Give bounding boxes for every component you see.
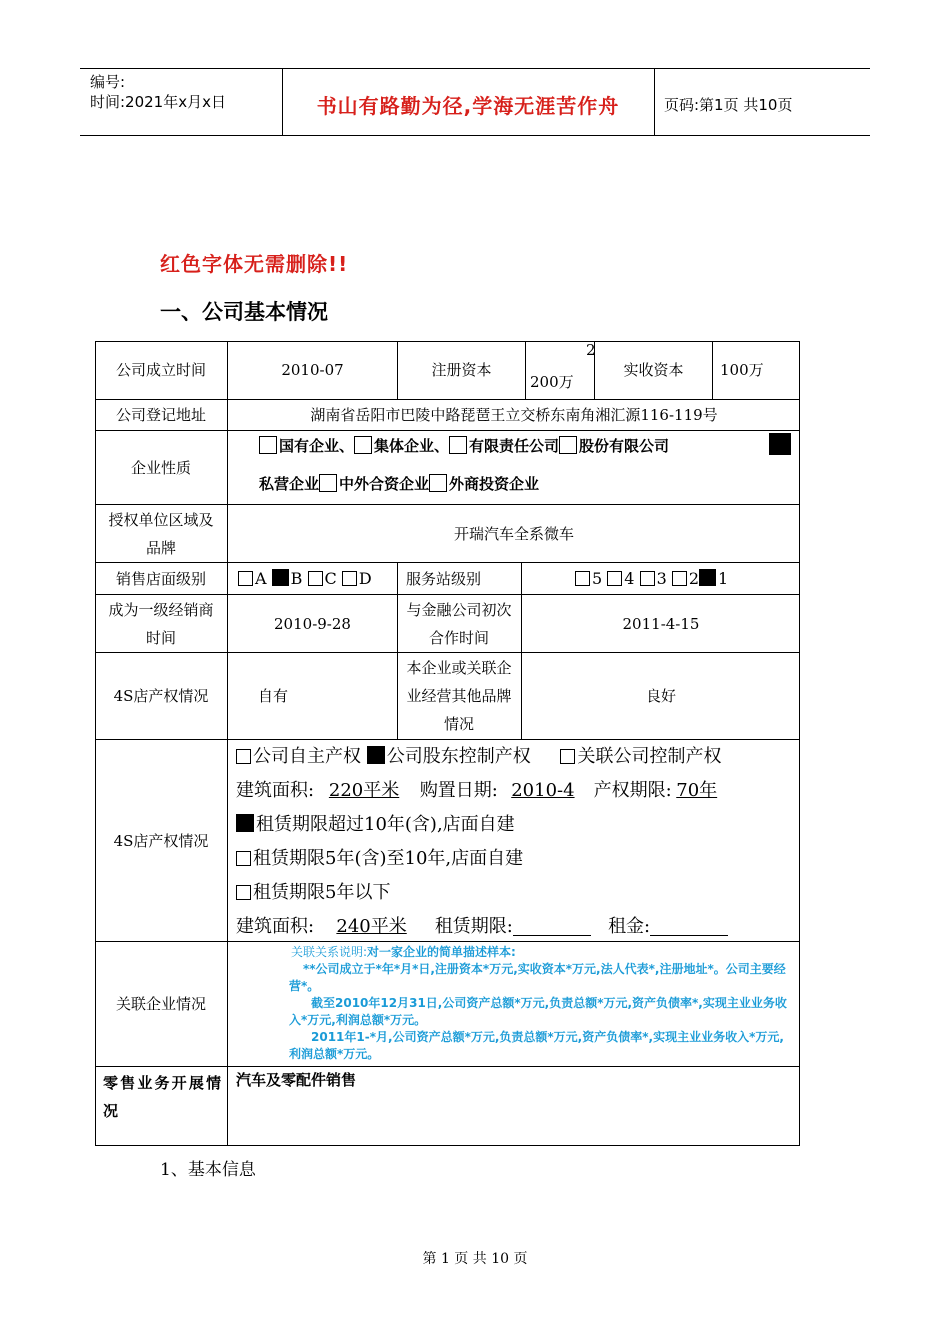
opt-llc: 有限责任公司 xyxy=(469,437,560,455)
red-note: 红色字体无需删除!! xyxy=(160,252,349,276)
related-enterprise-note xyxy=(291,944,791,1063)
header-number-label: 编号: xyxy=(90,73,126,91)
checkbox-own-property[interactable] xyxy=(236,749,251,764)
purchase-date-label: 购置日期: xyxy=(419,780,498,801)
checkbox-state-owned[interactable] xyxy=(259,436,277,454)
checkbox-service-4[interactable] xyxy=(607,571,622,586)
lease-option-2-text: 租赁期限5年(含)至10年,店面自建 xyxy=(253,848,524,869)
enterprise-type-options-line1 xyxy=(259,435,669,457)
area2-label: 建筑面积: xyxy=(236,916,315,937)
checkbox-store-b-checked[interactable] xyxy=(272,569,289,586)
note-heading: 对一家企业的简单描述样本: xyxy=(367,945,516,959)
paid-capital-value: 100万 xyxy=(720,361,764,379)
enterprise-type-options-line2 xyxy=(259,473,539,495)
retail-business-value: 汽车及零配件销售 xyxy=(236,1071,357,1089)
lease-option-1 xyxy=(236,808,796,842)
opt-collective: 集体企业、 xyxy=(374,437,450,455)
header-top-rule xyxy=(80,68,870,69)
col-divider xyxy=(397,562,398,739)
checkbox-service-2[interactable] xyxy=(672,571,687,586)
note-prefix: 关联关系说明: xyxy=(291,945,368,959)
enterprise-type-label: 企业性质 xyxy=(130,458,191,477)
checkbox-foreign[interactable] xyxy=(429,474,447,492)
paid-capital-label: 实收资本 xyxy=(623,361,684,379)
lease-option-2 xyxy=(236,842,796,876)
opt-shareholder: 公司股东控制产权 xyxy=(386,746,531,767)
reg-capital-value: 200万 xyxy=(530,373,574,391)
area2-value: 240平米 xyxy=(336,916,407,937)
checkbox-store-c[interactable] xyxy=(308,571,323,586)
est-date-value: 2010-07 xyxy=(281,361,344,379)
col-divider xyxy=(525,341,526,399)
lease-term-value[interactable] xyxy=(513,915,591,936)
authorized-brand-label: 授权单位区域及品牌 xyxy=(108,510,214,557)
store-option-d: D xyxy=(358,569,372,588)
store-level-options xyxy=(238,563,372,594)
opt-foreign: 外商投资企业 xyxy=(449,475,540,493)
finance-coop-label: 与金融公司初次合作时间 xyxy=(406,600,512,647)
table-border-bottom xyxy=(95,1145,800,1146)
lease-term-label: 租赁期限: xyxy=(434,916,513,937)
rent-label: 租金: xyxy=(608,916,651,937)
checkbox-service-1-checked[interactable] xyxy=(699,569,716,586)
section-title: 一、公司基本情况 xyxy=(160,300,328,324)
header-bottom-rule xyxy=(80,135,870,136)
first-tier-date-value: 2010-9-28 xyxy=(274,614,351,633)
area-label: 建筑面积: xyxy=(236,780,315,801)
checkbox-shareholder-checked[interactable] xyxy=(367,746,385,764)
checkbox-collective[interactable] xyxy=(354,436,372,454)
service-level-label: 服务站级别 xyxy=(406,569,482,588)
company-info-table xyxy=(95,341,800,1146)
reg-capital-label: 注册资本 xyxy=(431,361,492,379)
est-date-label: 公司成立时间 xyxy=(115,361,206,379)
note-paragraph-2: 截至2010年12月31日,公司资产总额*万元,负责总额*万元,资产负债率*,实现主业业务收入*万元,利润总额*万元。 xyxy=(289,996,787,1027)
subsection-basic-info: 1、基本信息 xyxy=(160,1160,256,1180)
retail-business-label: 零售业务开展情况 xyxy=(103,1074,221,1120)
header-page-info: 页码:第1页 共10页 xyxy=(664,96,793,114)
checkbox-store-a[interactable] xyxy=(238,571,253,586)
table-border-right xyxy=(799,341,800,1146)
store-option-c: C xyxy=(324,569,337,588)
other-brand-label: 本企业或关联企业经营其他品牌情况 xyxy=(406,659,512,733)
property-detail-content xyxy=(236,740,796,944)
other-brand-value: 良好 xyxy=(645,687,676,705)
service-option-3: 3 xyxy=(656,569,667,588)
first-tier-date-label: 成为一级经销商时间 xyxy=(108,600,214,647)
page-footer: 第 1 页 共 10 页 xyxy=(422,1251,528,1267)
property-detail-label: 4S店产权情况 xyxy=(113,831,209,850)
address-value: 湖南省岳阳市巴陵中路琵琶王立交桥东南角湘汇源116-119号 xyxy=(310,406,718,424)
checkbox-joint-stock[interactable] xyxy=(559,436,577,454)
opt-sino-foreign: 中外合资企业 xyxy=(339,475,430,493)
store-level-label: 销售店面级别 xyxy=(115,569,206,588)
store-option-a: A xyxy=(255,569,267,588)
label-column-divider xyxy=(227,341,228,1146)
header-motto: 书山有路勤为径,学海无涯苦作舟 xyxy=(316,94,620,118)
service-level-options xyxy=(575,563,728,594)
col-divider xyxy=(712,341,713,399)
checkbox-store-d[interactable] xyxy=(342,571,357,586)
related-enterprise-label: 关联企业情况 xyxy=(115,995,206,1013)
opt-related-company: 关联公司控制产权 xyxy=(577,746,722,767)
authorized-brand-value: 开瑞汽车全系微车 xyxy=(453,524,574,543)
finance-coop-value: 2011-4-15 xyxy=(622,614,700,633)
owned-details xyxy=(236,774,796,808)
header-meta xyxy=(90,72,226,112)
reg-capital-value-top: 2 xyxy=(586,341,596,359)
header-time-label: 时间:2021年x月x日 xyxy=(90,93,226,111)
checkbox-lease-over10-checked[interactable] xyxy=(236,814,254,832)
opt-own-property: 公司自主产权 xyxy=(253,746,361,767)
opt-joint-stock: 股份有限公司 xyxy=(579,437,670,455)
service-option-2: 2 xyxy=(688,569,700,588)
opt-state-owned: 国有企业、 xyxy=(279,437,355,455)
ownership-options xyxy=(236,740,796,774)
note-paragraph-3: 2011年1-*月,公司资产总额*万元,负责总额*万元,资产负债率*,实现主业业务收入*万元,利润总额*万元。 xyxy=(289,1030,784,1061)
property-value: 自有 xyxy=(257,687,288,705)
property-label: 4S店产权情况 xyxy=(113,687,209,705)
rent-value[interactable] xyxy=(650,915,728,936)
service-option-4: 4 xyxy=(624,569,635,588)
checkbox-lease-5to10[interactable] xyxy=(236,851,251,866)
checkbox-llc[interactable] xyxy=(449,436,467,454)
service-option-1: 1 xyxy=(718,569,729,588)
checkbox-private-checked[interactable] xyxy=(769,433,791,455)
address-label: 公司登记地址 xyxy=(115,406,206,424)
service-option-5: 5 xyxy=(592,569,603,588)
note-paragraph-1: **公司成立于*年*月*日,注册资本*万元,实收资本*万元,法人代表*,注册地址*。公司主要经营*。 xyxy=(289,962,786,993)
leased-details xyxy=(236,910,796,944)
opt-private: 私营企业 xyxy=(259,475,320,493)
row-divider xyxy=(95,1066,800,1067)
area-value: 220平米 xyxy=(328,780,400,801)
checkbox-service-3[interactable] xyxy=(640,571,655,586)
store-option-b: B xyxy=(290,569,303,588)
lease-option-3-text: 租赁期限5年以下 xyxy=(253,882,391,903)
lease-option-1-text: 租赁期限超过10年(含),店面自建 xyxy=(256,814,515,835)
checkbox-service-5[interactable] xyxy=(575,571,590,586)
checkbox-lease-under5[interactable] xyxy=(236,885,251,900)
purchase-date-value: 2010-4 xyxy=(511,780,575,801)
term-value: 70年 xyxy=(676,780,718,801)
header-divider-2 xyxy=(654,68,655,135)
term-label: 产权期限: xyxy=(593,780,672,801)
lease-option-3 xyxy=(236,876,796,910)
checkbox-related-company[interactable] xyxy=(560,749,575,764)
checkbox-sino-foreign[interactable] xyxy=(319,474,337,492)
